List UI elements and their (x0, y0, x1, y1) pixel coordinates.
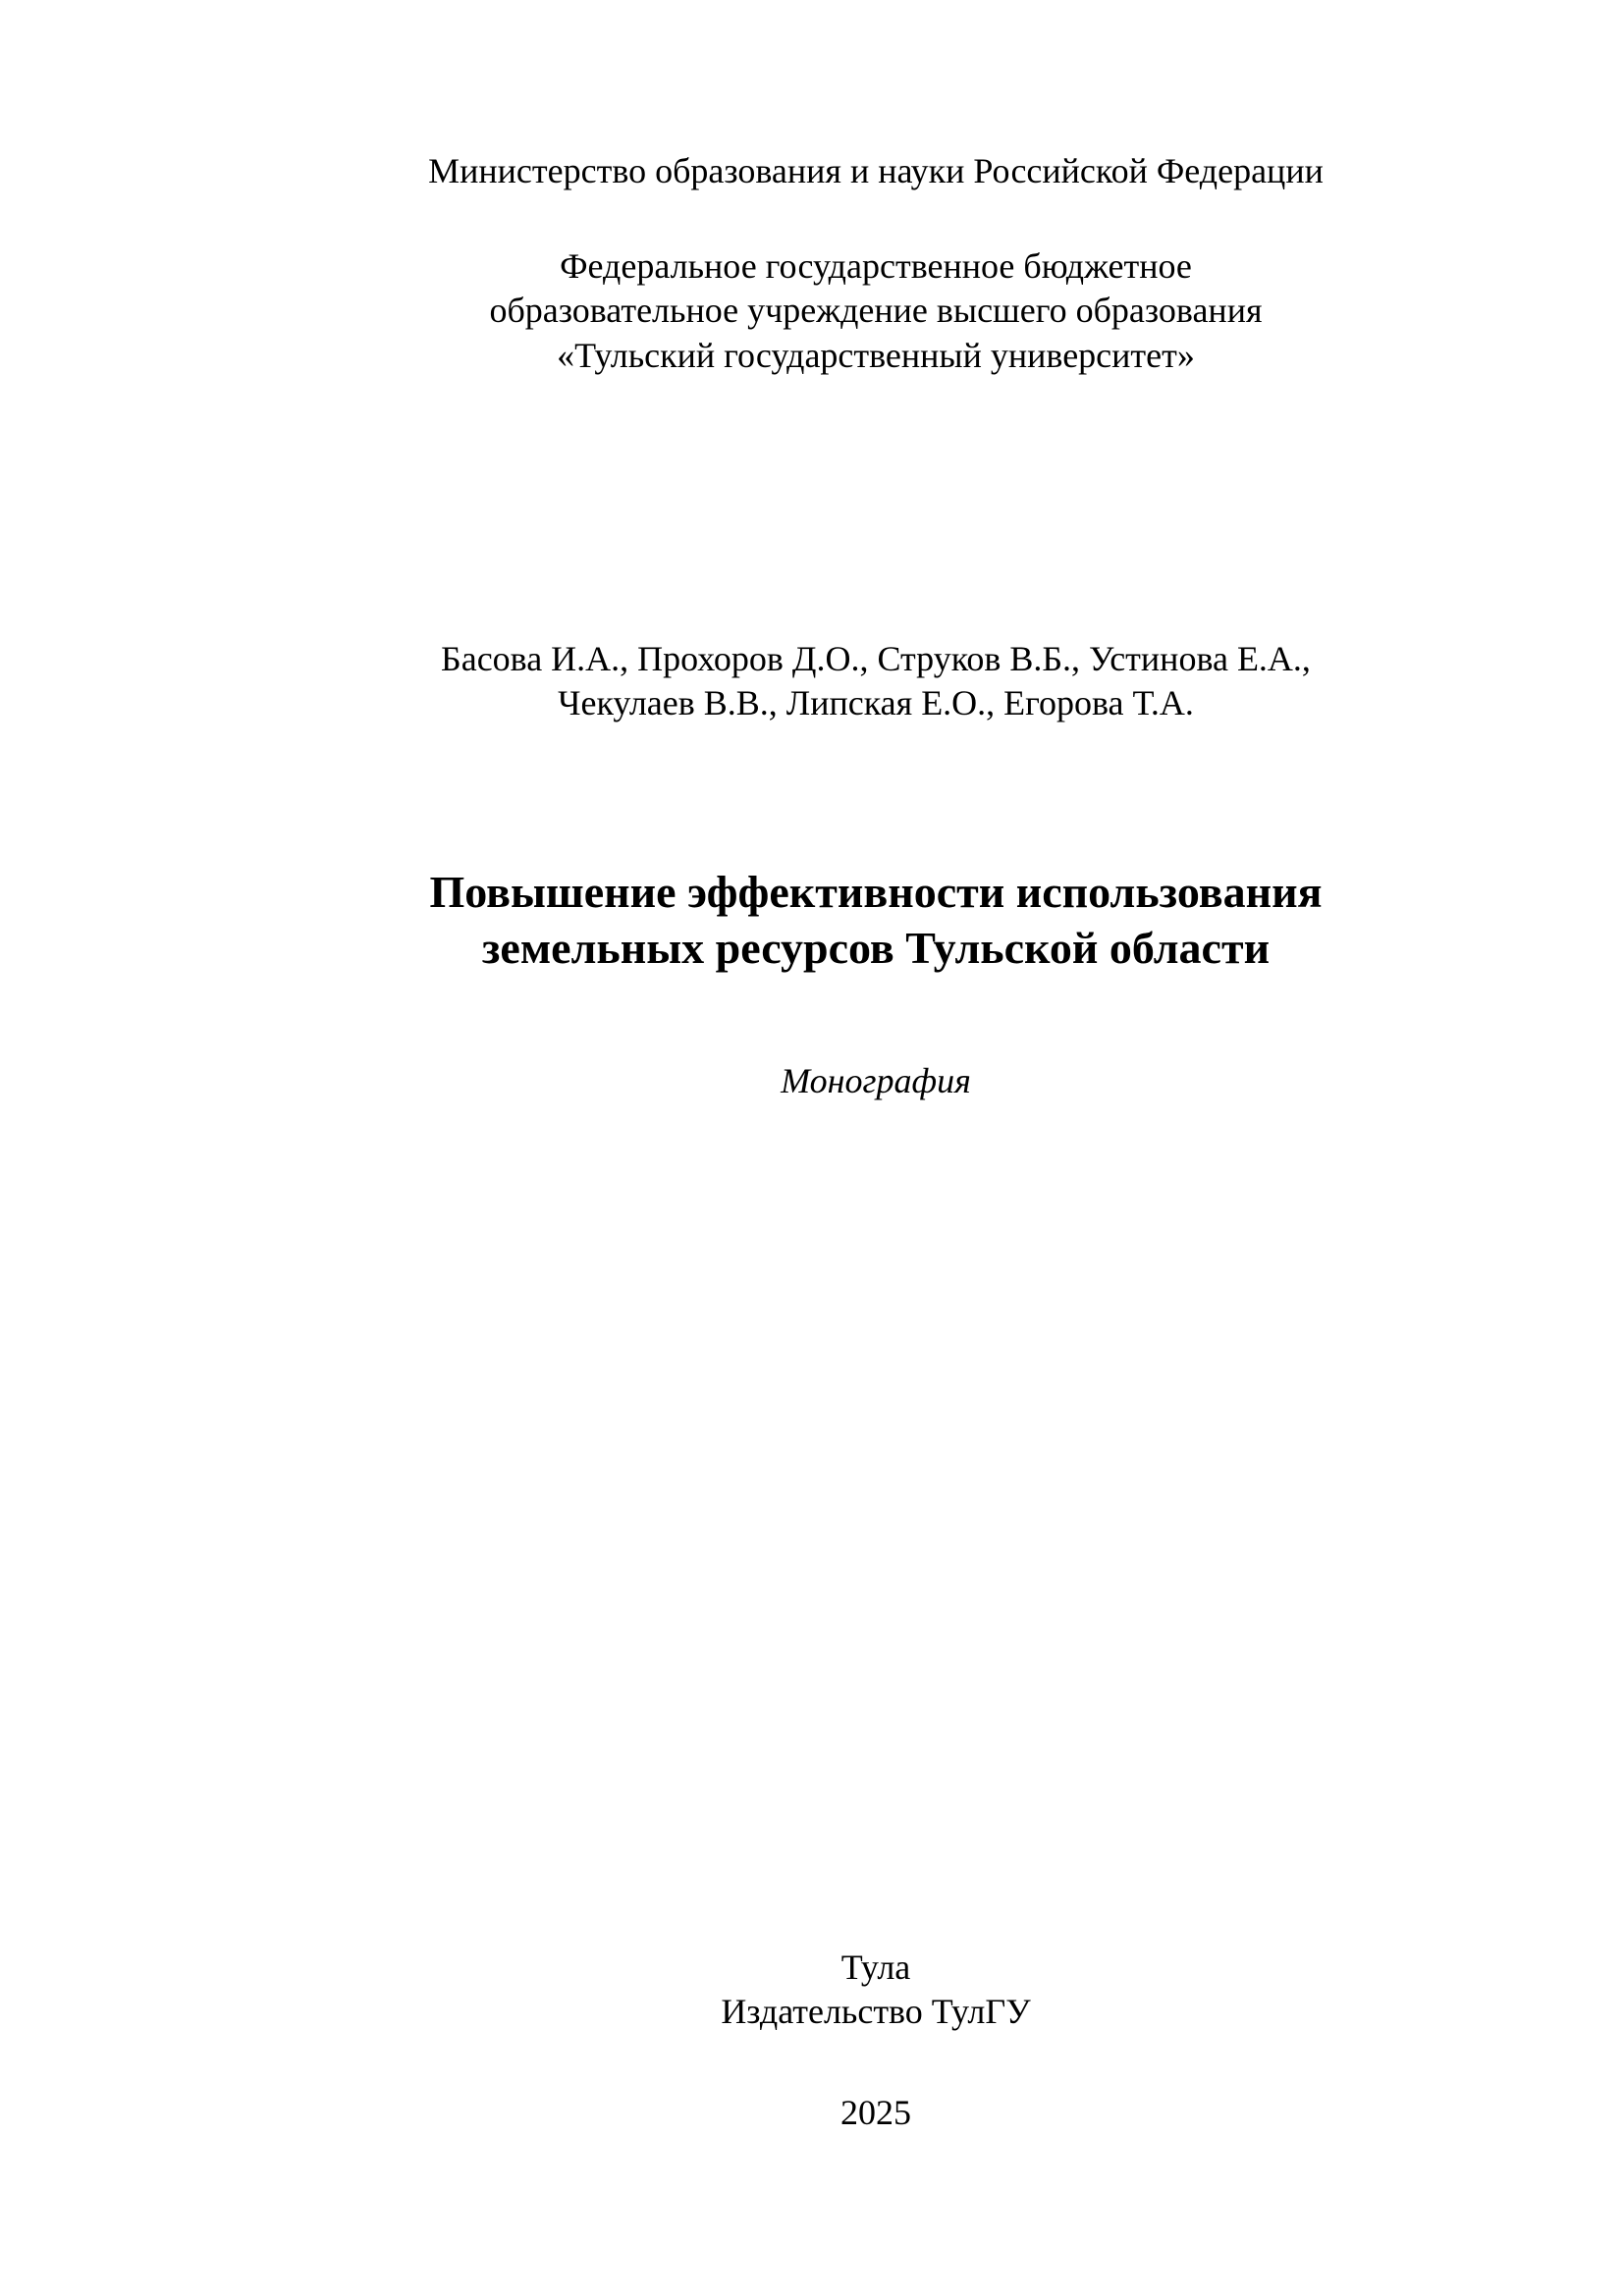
genre-label: Монография (781, 1061, 971, 1100)
book-genre (0, 1059, 1624, 1103)
ministry-line: Министерство образования и науки Российской Федерации (428, 151, 1324, 190)
authors-list (0, 637, 1624, 726)
imprint-year-block (0, 2091, 1624, 2135)
imprint-publisher: Издательство ТулГУ (721, 1992, 1031, 2032)
title-line-1: Повышение эффективности использования (429, 867, 1323, 917)
authors-line-1: Басова И.А., Прохоров Д.О., Струков В.Б., Устинова Е.А., (441, 639, 1311, 678)
ministry-name (0, 149, 1624, 193)
institution-line-2: образовательное учреждение высшего образования (489, 291, 1263, 331)
imprint-year: 2025 (840, 2093, 911, 2132)
book-title (0, 864, 1624, 976)
authors-line-2: Чекулаев В.В., Липская Е.О., Егорова Т.А. (558, 683, 1194, 723)
imprint-city: Тула (840, 1948, 911, 1987)
title-line-2: земельных ресурсов Тульской области (481, 923, 1271, 974)
imprint (0, 1946, 1624, 2035)
institution-line-1: Федеральное государственное бюджетное (560, 246, 1192, 286)
institution-line-3: «Тульский государственный университет» (557, 335, 1195, 375)
institution-name (0, 244, 1624, 378)
